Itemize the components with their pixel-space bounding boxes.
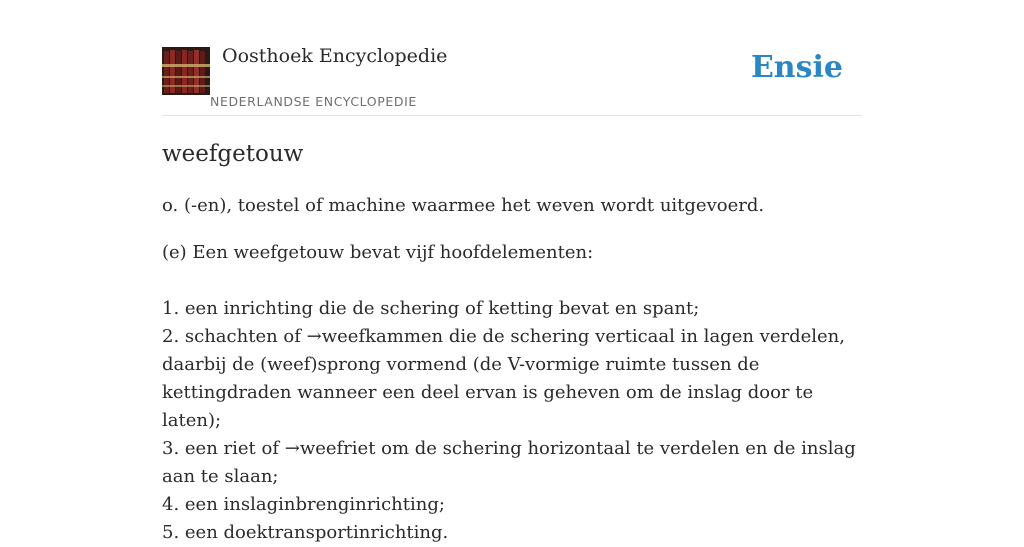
arrow-right-icon: → [306, 326, 322, 347]
entry-intro: (e) Een weefgetouw bevat vijf hoofdelementen: [162, 242, 594, 263]
list-item: 5. een doektransportinrichting. [162, 522, 449, 543]
site-header [162, 40, 862, 116]
site-title[interactable]: Oosthoek Encyclopedie [222, 45, 448, 67]
arrow-right-icon: → [284, 438, 300, 459]
brand-logo-link[interactable]: Ensie [750, 50, 843, 85]
site-subtitle: NEDERLANDSE ENCYCLOPEDIE [210, 94, 417, 109]
list-item: 4. een inslaginbrenginrichting; [162, 494, 445, 515]
entry-headword: weefgetouw [162, 141, 304, 167]
entry-content [162, 138, 862, 547]
list-item: 3. een riet of →weefriet om de schering horizontaal te verdelen en de inslag aan te slaan; [162, 438, 856, 487]
list-item: 2. schachten of →weefkammen die de schering verticaal in lagen verdelen, daarbij de (weef)sprong vormend (de V-vormige ruimte tussen de kettingdraden wanneer een deel ervan is geheven om de inslag door te laten); [162, 326, 845, 431]
weefkammen-link[interactable]: →weefkammen [306, 326, 444, 347]
entry-definition: o. (-en), toestel of machine waarmee het weven wordt uitgevoerd. [162, 195, 765, 216]
element-list [162, 295, 862, 547]
weefriet-link[interactable]: →weefriet [284, 438, 376, 459]
encyclopedia-books-icon[interactable] [162, 47, 210, 95]
list-item: 1. een inrichting die de schering of ketting bevat en spant; [162, 298, 700, 319]
